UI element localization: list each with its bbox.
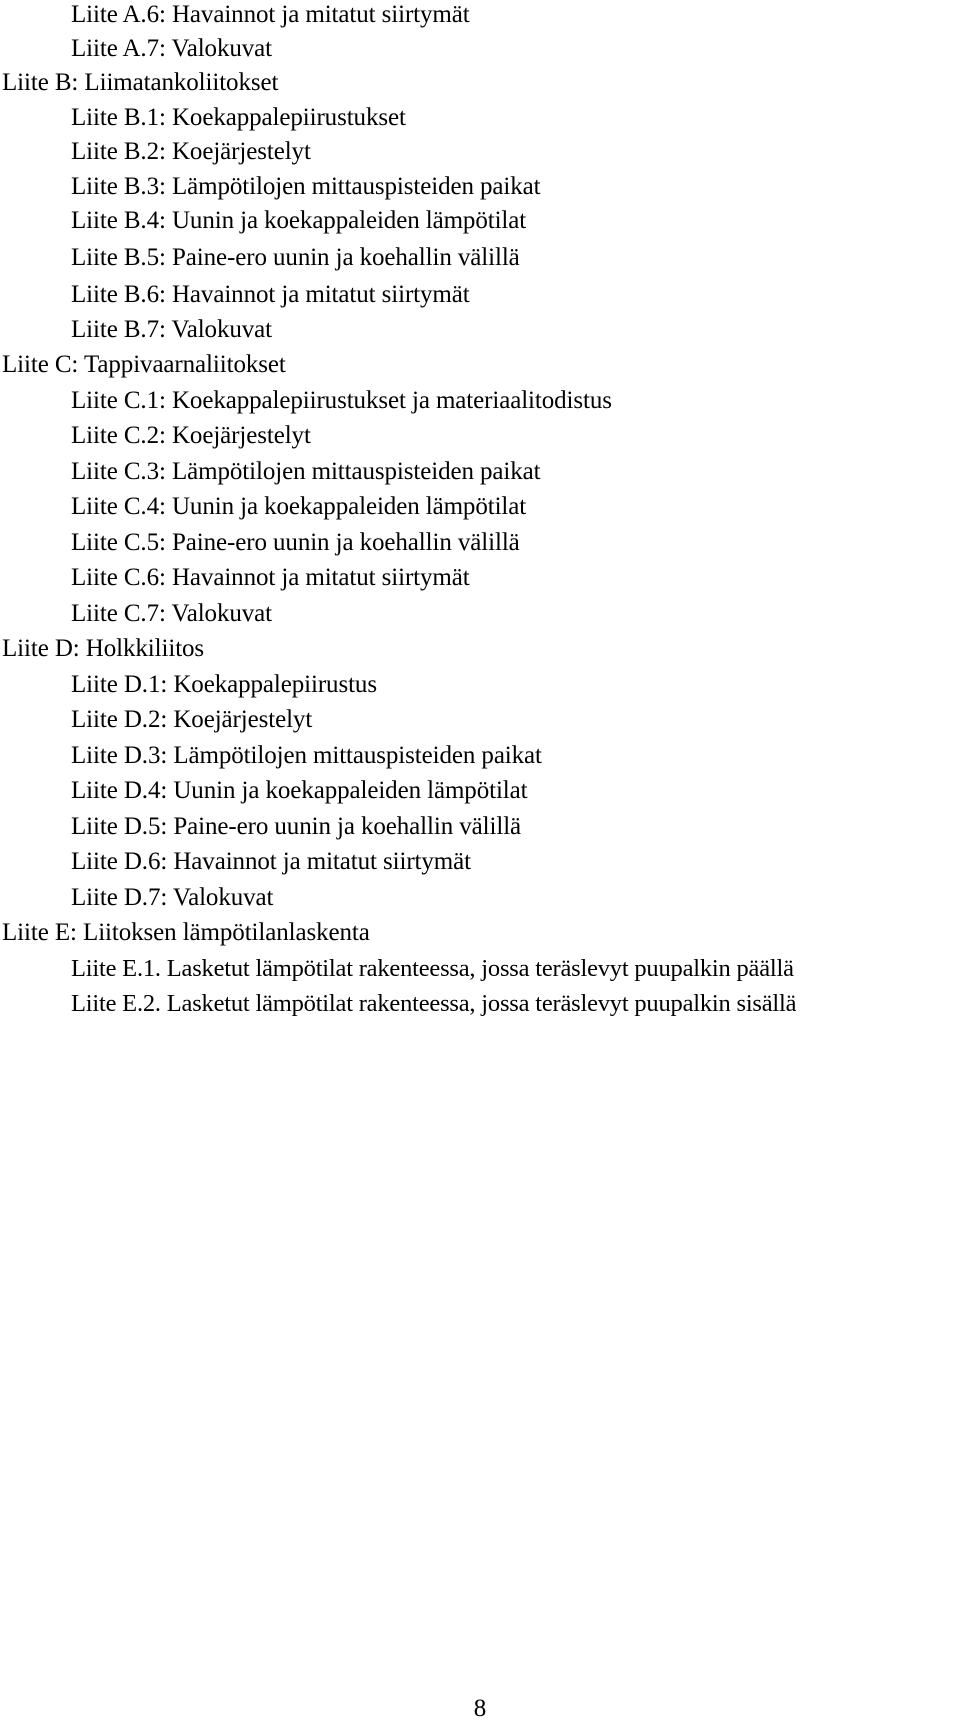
appendix-entry-d7: Liite D.7: Valokuvat: [71, 884, 274, 911]
appendix-entry-c5: Liite C.5: Paine-ero uunin ja koehallin välillä: [71, 529, 520, 556]
appendix-heading-d: Liite D: Holkkiliitos: [2, 635, 205, 662]
appendix-entry-e1: Liite E.1. Lasketut lämpötilat rakenteessa, jossa teräslevyt puupalkin päällä: [71, 955, 794, 982]
appendix-entry-e2: Liite E.2. Lasketut lämpötilat rakenteessa, jossa teräslevyt puupalkin sisällä: [71, 990, 797, 1017]
appendix-entry-b2: Liite B.2: Koejärjestelyt: [71, 138, 311, 165]
appendix-entry-d1: Liite D.1: Koekappalepiirustus: [71, 671, 377, 698]
appendix-entry-d5: Liite D.5: Paine-ero uunin ja koehallin välillä: [71, 813, 522, 840]
appendix-entry-c7: Liite C.7: Valokuvat: [71, 600, 272, 627]
appendix-entry-d2: Liite D.2: Koejärjestelyt: [71, 706, 313, 733]
appendix-entry-c6: Liite C.6: Havainnot ja mitatut siirtymät: [71, 564, 470, 591]
appendix-entry-b6: Liite B.6: Havainnot ja mitatut siirtymät: [71, 281, 470, 308]
appendix-heading-e: Liite E: Liitoksen lämpötilanlaskenta: [2, 919, 370, 946]
appendix-entry-b5: Liite B.5: Paine-ero uunin ja koehallin välillä: [71, 244, 520, 271]
appendix-entry-c4: Liite C.4: Uunin ja koekappaleiden lämpötilat: [71, 493, 527, 520]
appendix-entry-c3: Liite C.3: Lämpötilojen mittauspisteiden paikat: [71, 458, 541, 485]
appendix-entry-b7: Liite B.7: Valokuvat: [71, 316, 272, 343]
appendix-entry-b3: Liite B.3: Lämpötilojen mittauspisteiden paikat: [71, 173, 541, 200]
appendix-entry-c2: Liite C.2: Koejärjestelyt: [71, 422, 311, 449]
appendix-entry-a7: Liite A.7: Valokuvat: [71, 35, 272, 62]
appendix-entry-a6: Liite A.6: Havainnot ja mitatut siirtymät: [71, 1, 470, 28]
appendix-entry-b1: Liite B.1: Koekappalepiirustukset: [71, 104, 406, 131]
appendix-entry-d6: Liite D.6: Havainnot ja mitatut siirtymät: [71, 848, 471, 875]
appendix-entry-c1: Liite C.1: Koekappalepiirustukset ja materiaalitodistus: [71, 387, 612, 414]
appendix-entry-b4: Liite B.4: Uunin ja koekappaleiden lämpötilat: [71, 207, 527, 234]
appendix-heading-c: Liite C: Tappivaarnaliitokset: [2, 351, 286, 378]
appendix-heading-b: Liite B: Liimatankoliitokset: [2, 69, 279, 96]
appendix-entry-d4: Liite D.4: Uunin ja koekappaleiden lämpötilat: [71, 777, 528, 804]
appendix-entry-d3: Liite D.3: Lämpötilojen mittauspisteiden paikat: [71, 742, 542, 769]
page-number: 8: [473, 1695, 487, 1722]
